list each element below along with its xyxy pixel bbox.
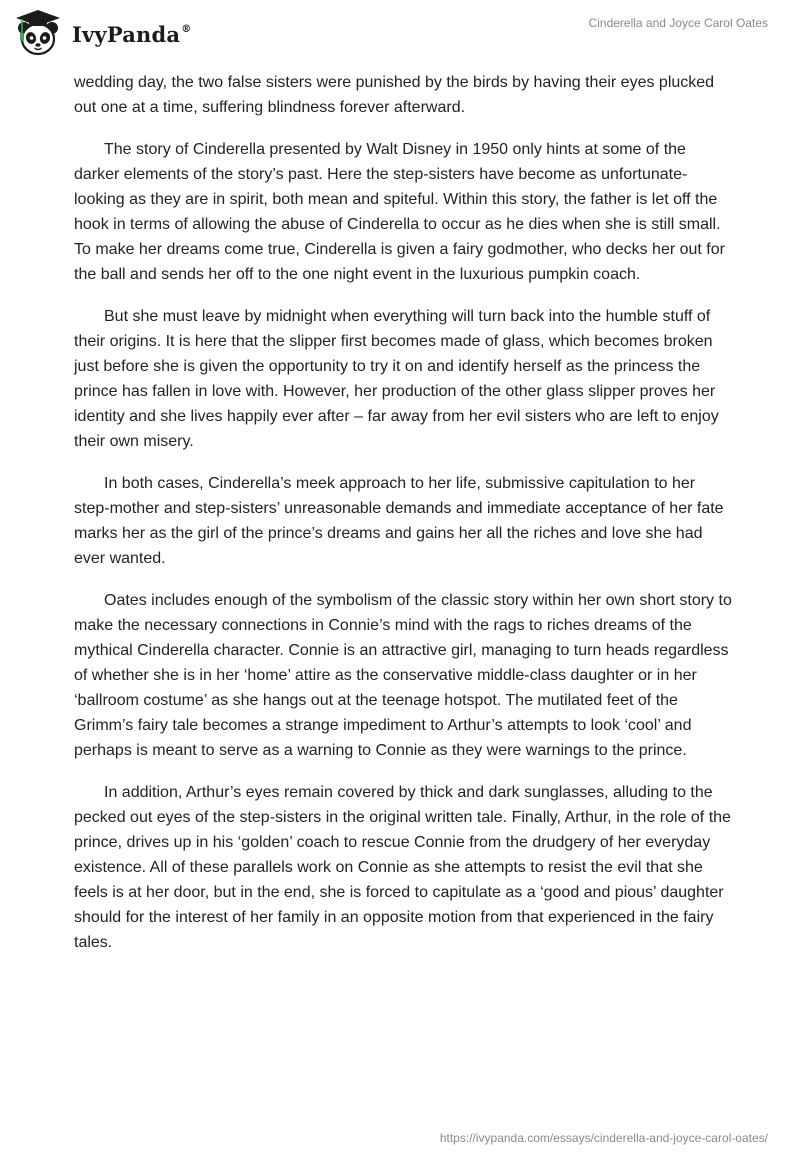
document-title: Cinderella and Joyce Carol Oates	[588, 16, 768, 30]
paragraph: But she must leave by midnight when everything will turn back into the humble stuff of their origins. It is here that the slipper first becomes made of glass, which becomes broken just before she is given the opportunity to try it on and identify herself as the princess the prince has fallen in love with. However, her production of the other glass slipper proves her identity and she lives happily ever after – far away from her evil sisters who are left to enjoy their own misery.	[74, 308, 719, 450]
panda-graduate-icon	[12, 8, 66, 58]
article-body	[74, 70, 734, 972]
source-url[interactable]: https://ivypanda.com/essays/cinderella-and-joyce-carol-oates/	[439, 1131, 768, 1145]
paragraph: Oates includes enough of the symbolism of the classic story within her own short story to make the necessary connections in Connie’s mind with the rags to riches dreams of the mythical Cinderella character. Connie is an attractive girl, managing to turn heads regardless of whether she is in her ‘home’ attire as the conservative middle-class daughter or in her ‘ballroom costume’ as she hangs out at the teenage hotspot. The mutilated feet of the Grimm’s fairy tale becomes a strange impediment to Arthur’s attempts to look ‘cool’ and perhaps is meant to serve as a warning to Connie as they were warnings to the prince.	[74, 592, 732, 759]
page-header	[0, 0, 800, 66]
paragraph: In addition, Arthur’s eyes remain covered by thick and dark sunglasses, alluding to the pecked out eyes of the step-sisters in the original written tale. Finally, Arthur, in the role of the prince, drives up in his ‘golden’ coach to rescue Connie from the drudgery of her everyday existence. All of these parallels work on Connie as she attempts to resist the evil that she feels is at her door, but in the end, she is forced to capitulate as a ‘good and pious’ daughter should for the interest of her family in an opposite motion from that experienced in the fairy tales.	[74, 784, 731, 951]
brand-name: IvyPanda®	[72, 21, 192, 47]
paragraph: The story of Cinderella presented by Walt Disney in 1950 only hints at some of the darker elements of the story’s past. Here the step-sisters have become as unfortunate-looking as they are in spirit, both mean and spiteful. Within this story, the father is let off the hook in terms of allowing the abuse of Cinderella to occur as he dies when she is still small. To make her dreams come true, Cinderella is given a fairy godmother, who decks her out for the ball and sends her off to the one night event in the luxurious pumpkin coach.	[74, 141, 725, 283]
registered-mark: ®	[181, 23, 192, 35]
paragraph: In both cases, Cinderella’s meek approach to her life, submissive capitulation to her step-mother and step-sisters’ unreasonable demands and immediate acceptance of her fate marks her as the girl of the prince’s dreams and gains her all the riches and love she had ever wanted.	[74, 475, 724, 567]
paragraph: wedding day, the two false sisters were punished by the birds by having their eyes plucked out one at a time, suffering blindness forever afterward.	[74, 74, 715, 116]
brand-logo[interactable]	[12, 8, 191, 58]
